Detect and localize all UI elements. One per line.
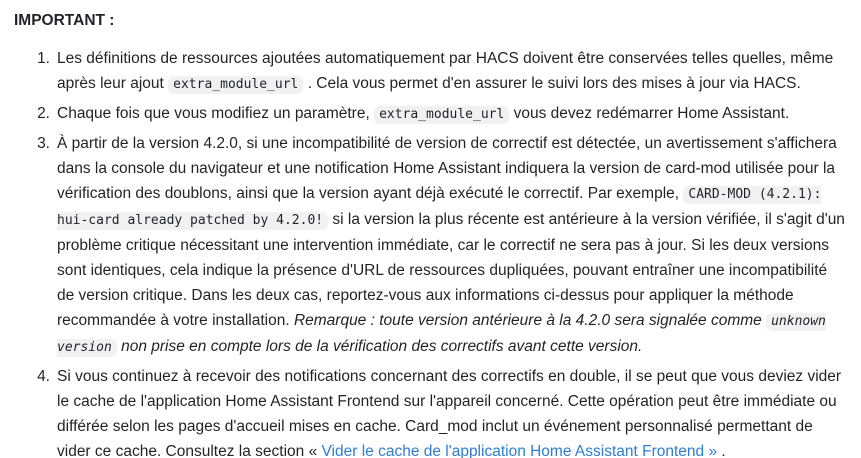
list-item-content	[57, 101, 845, 127]
list-item-content	[57, 131, 845, 360]
important-heading	[14, 8, 845, 33]
inline-code: CARD-MOD (4.2.1): hui-card already patched by 4.2.0!	[57, 187, 822, 228]
text-run: si la version la plus récente est antérieure à la version vérifiée, il s'agit d'un problème critique nécessitant une intervention immédiate, car le correctif ne sera pas à jour. Si les deux versions sont identiques, cela indique la présence d'URL de ressources dupliquées, pouvant entraîner une incompatibilité de version critique. Dans les deux cas, reportez-vous aux informations ci-dessus pour appliquer la méthode recommandée à votre installation.	[57, 211, 845, 329]
text-run: .	[717, 443, 726, 458]
list-item-number: 1.	[37, 50, 50, 67]
list-item-number: 2.	[37, 105, 50, 122]
list-item-number: 4.	[37, 368, 50, 385]
inline-code: extra_module_url	[374, 106, 509, 124]
text-run: . Cela vous permet d'en assurer le suivi lors des mises à jour via HACS.	[303, 75, 801, 92]
list-item	[32, 101, 845, 127]
list-item	[32, 364, 845, 458]
inline-code: extra_module_url	[168, 76, 303, 94]
list-item-content	[57, 364, 845, 458]
text-run: À partir de la version 4.2.0, si une incompatibilité de version de correctif est détectée, un avertissement s'affichera dans la console du navigateur et une notification Home Assistant indiquera la version de card-mod utilisée pour la vérification des doublons, ainsi que la version ayant déjà exécuté le correctif. Par exemple,	[57, 135, 837, 202]
clear-cache-link[interactable]: Vider le cache de l'application Home Assistant Frontend »	[321, 443, 718, 458]
list-item	[32, 131, 845, 360]
inline-code-italic: unknown version	[57, 314, 826, 355]
emphasis-text: Remarque : toute version antérieure à la 4.2.0 sera signalée comme	[293, 312, 767, 329]
important-list	[14, 46, 845, 458]
list-item-number: 3.	[37, 135, 50, 152]
emphasis-text: non prise en compte lors de la vérification des correctifs avant cette version.	[116, 338, 643, 355]
text-run: Les définitions de ressources ajoutées automatiquement par HACS doivent être conservées telles quelles, même après leur ajout	[57, 50, 834, 92]
important-heading-text: IMPORTANT :	[14, 12, 115, 29]
list-item	[32, 46, 845, 97]
list-item-content	[57, 46, 845, 97]
text-run: vous devez redémarrer Home Assistant.	[509, 105, 790, 122]
text-run: Chaque fois que vous modifiez un paramètre,	[57, 105, 375, 122]
text-run: Si vous continuez à recevoir des notifications concernant des correctifs en double, il se peut que vous deviez vider le cache de l'application Home Assistant Frontend sur l'appareil concerné. Cette opération peut être immédiate ou différée selon les pages d'accueil mises en cache. Card_mod inclut un événement personnalisé permettant de vider ce cache. Consultez la section «	[57, 368, 842, 458]
